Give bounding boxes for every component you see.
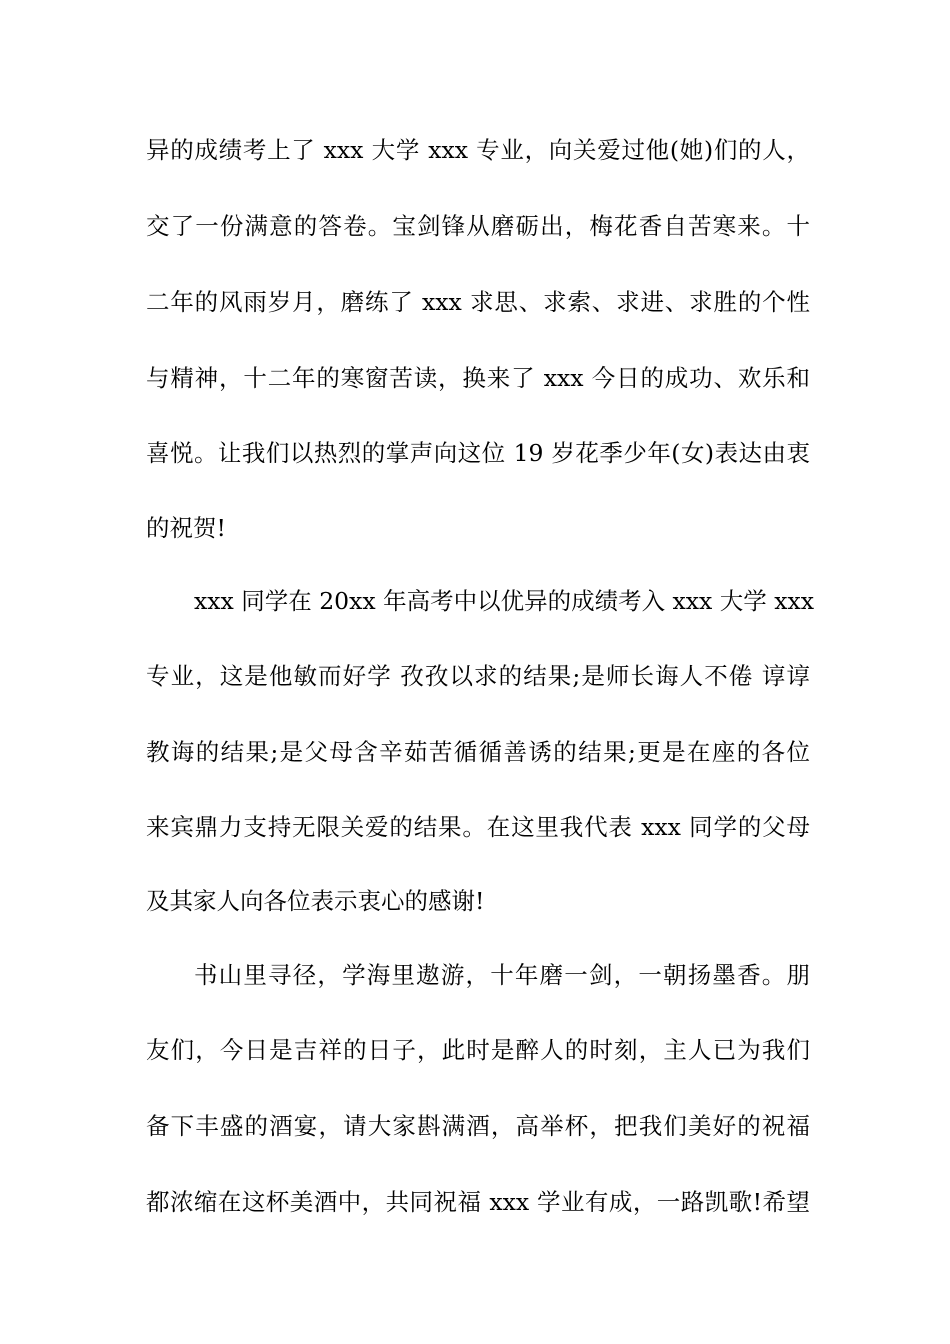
paragraph-3-line-4: 都浓缩在这杯美酒中，共同祝福 xxx 学业有成，一路凯歌!希望 <box>146 1188 810 1216</box>
paragraph-2-line-2: 专业，这是他敏而好学 孜孜以求的结果;是师长诲人不倦 谆谆 <box>146 662 810 690</box>
paragraph-1-line-6: 的祝贺! <box>146 514 226 542</box>
paragraph-2-line-1: xxx 同学在 20xx 年高考中以优异的成绩考入 xxx 大学 xxx <box>194 587 815 615</box>
paragraph-2-line-4: 来宾鼎力支持无限关爱的结果。在这里我代表 xxx 同学的父母 <box>146 813 810 841</box>
paragraph-1-line-1: 异的成绩考上了 xxx 大学 xxx 专业，向关爱过他(她)们的人， <box>146 136 810 164</box>
paragraph-1-line-2: 交了一份满意的答卷。宝剑锋从磨砺出，梅花香自苦寒来。十 <box>146 212 810 240</box>
paragraph-1-line-5: 喜悦。让我们以热烈的掌声向这位 19 岁花季少年(女)表达由衷 <box>146 439 810 467</box>
paragraph-1-line-4: 与精神，十二年的寒窗苦读，换来了 xxx 今日的成功、欢乐和 <box>146 364 810 392</box>
paragraph-3-line-3: 备下丰盛的酒宴，请大家斟满酒，高举杯，把我们美好的祝福 <box>146 1112 810 1140</box>
paragraph-2-line-5: 及其家人向各位表示衷心的感谢! <box>146 887 485 915</box>
paragraph-3-line-1: 书山里寻径，学海里遨游，十年磨一剑，一朝扬墨香。朋 <box>194 961 810 989</box>
paragraph-2-line-3: 教诲的结果;是父母含辛茹苦循循善诱的结果;更是在座的各位 <box>146 738 810 766</box>
paragraph-3-line-2: 友们，今日是吉祥的日子，此时是醉人的时刻，主人已为我们 <box>146 1036 810 1064</box>
paragraph-1-line-3: 二年的风雨岁月，磨练了 xxx 求思、求索、求进、求胜的个性 <box>146 288 810 316</box>
